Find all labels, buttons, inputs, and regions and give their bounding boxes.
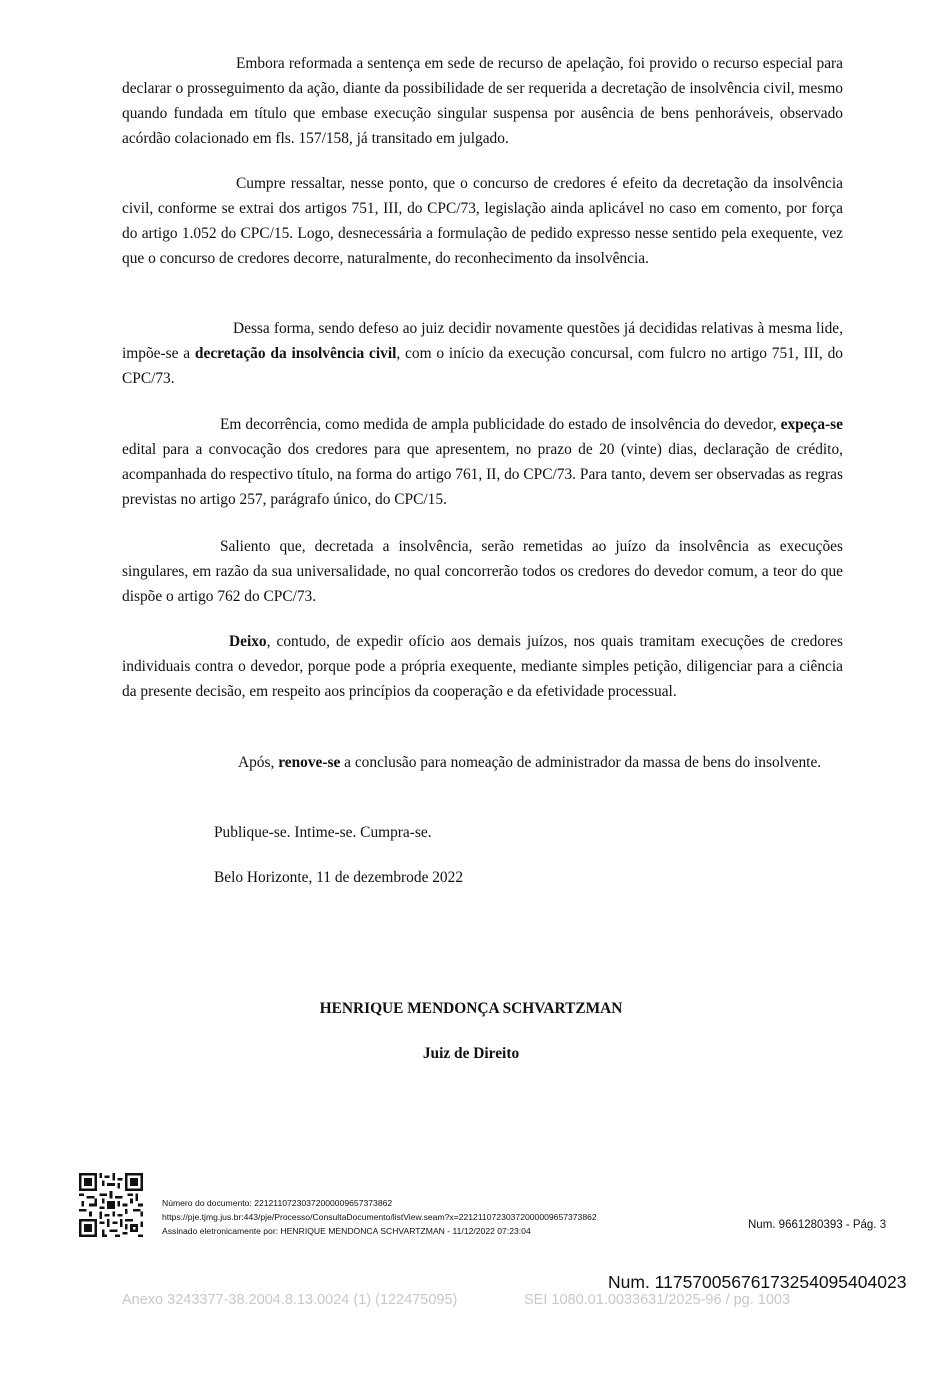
signer-role: Juiz de Direito [422,1045,520,1062]
watermark-anexo: Anexo 3243377-38.2004.8.13.0024 (1) (122475095) [122,1292,458,1308]
paragraph-4: Em decorrência, como medida de ampla publicidade do estado de insolvência do devedor, expeça-se edital para a convocação dos credores para que apresentem, no prazo de 20 (vinte) dias, declaração de crédito, acompanhada do respectivo título, na forma do artigo 761, II, do CPC/73. Para tanto, devem ser observadas as regras previstas no artigo 257, parágrafo único, do CPC/15. [122,416,843,508]
emphasis-deixo: Deixo [229,633,267,650]
footer-url[interactable]: https://pje.tjmg.jus.br:443/pje/Processo/ConsultaDocumento/listView.seam?x=22121107230372000009657373862 [162,1212,597,1222]
footer-signed: Assinado eletronicamente por: HENRIQUE MENDONCA SCHVARTZMAN - 11/12/2022 07:23:04 [162,1226,531,1236]
paragraph-5: Saliento que, decretada a insolvência, serão remetidas ao juízo da insolvência as execuções singulares, em razão da sua universalidade, no qual concorrerão todos os credores do devedor comum, a teor do que dispõe o artigo 762 do CPC/73. [122,538,843,605]
qr-code-icon [79,1173,143,1237]
watermark-sei: SEI 1080.01.0033631/2025-96 / pg. 1003 [524,1292,791,1308]
emphasis-expeca-se: expeça-se [780,416,843,433]
paragraph-2: Cumpre ressaltar, nesse ponto, que o concurso de credores é efeito da decretação da insolvência civil, conforme se extrai dos artigos 751, III, do CPC/73, legislação ainda aplicável no caso em comento, por força do artigo 1.052 do CPC/15. Logo, desnecessária a formulação de pedido expresso nesse sentido pela exequente, vez que o concurso de credores decorre, naturalmente, do reconhecimento da insolvência. [122,175,843,267]
signer-name: HENRIQUE MENDONÇA SCHVARTZMAN [319,1000,623,1017]
footer-doc-number: Número do documento: 22121107230372000009657373862 [162,1198,393,1208]
paragraph-3: Dessa forma, sendo defeso ao juiz decidir novamente questões já decididas relativas à mesma lide, impõe-se a decretação da insolvência civil, com o início da execução concursal, com fulcro no artigo 751, III, do CPC/73. [122,320,843,387]
footer-big-number: Num. 11757005676173254095404023 [608,1272,907,1292]
emphasis-renove-se: renove-se [278,754,341,771]
paragraph-6: Deixo, contudo, de expedir ofício aos demais juízos, nos quais tramitam execuções de credores individuais contra o devedor, porque pode a própria exequente, mediante simples petição, diligenciar para a ciência da presente decisão, em respeito aos princípios da cooperação e da efetividade processual. [122,633,843,700]
emphasis-decretacao: decretação da insolvência civil [194,345,397,362]
paragraph-1: Embora reformada a sentença em sede de recurso de apelação, foi provido o recurso especial para declarar o prosseguimento da ação, diante da possibilidade de ser requerida a decretação de insolvência civil, mesmo quando fundada em título que embase execução singular suspensa por ausência de bens penhoráveis, observado acórdão colacionado em fls. 157/158, já transitado em julgado. [122,55,843,147]
closing-publish: Publique-se. Intime-se. Cumpra-se. [214,824,432,841]
closing-place-date: Belo Horizonte, 11 de dezembrode 2022 [214,869,464,886]
paragraph-7: Após, renove-se a conclusão para nomeação de administrador da massa de bens do insolvente. [238,754,822,771]
footer-page-ref: Num. 9661280393 - Pág. 3 [748,1219,887,1231]
